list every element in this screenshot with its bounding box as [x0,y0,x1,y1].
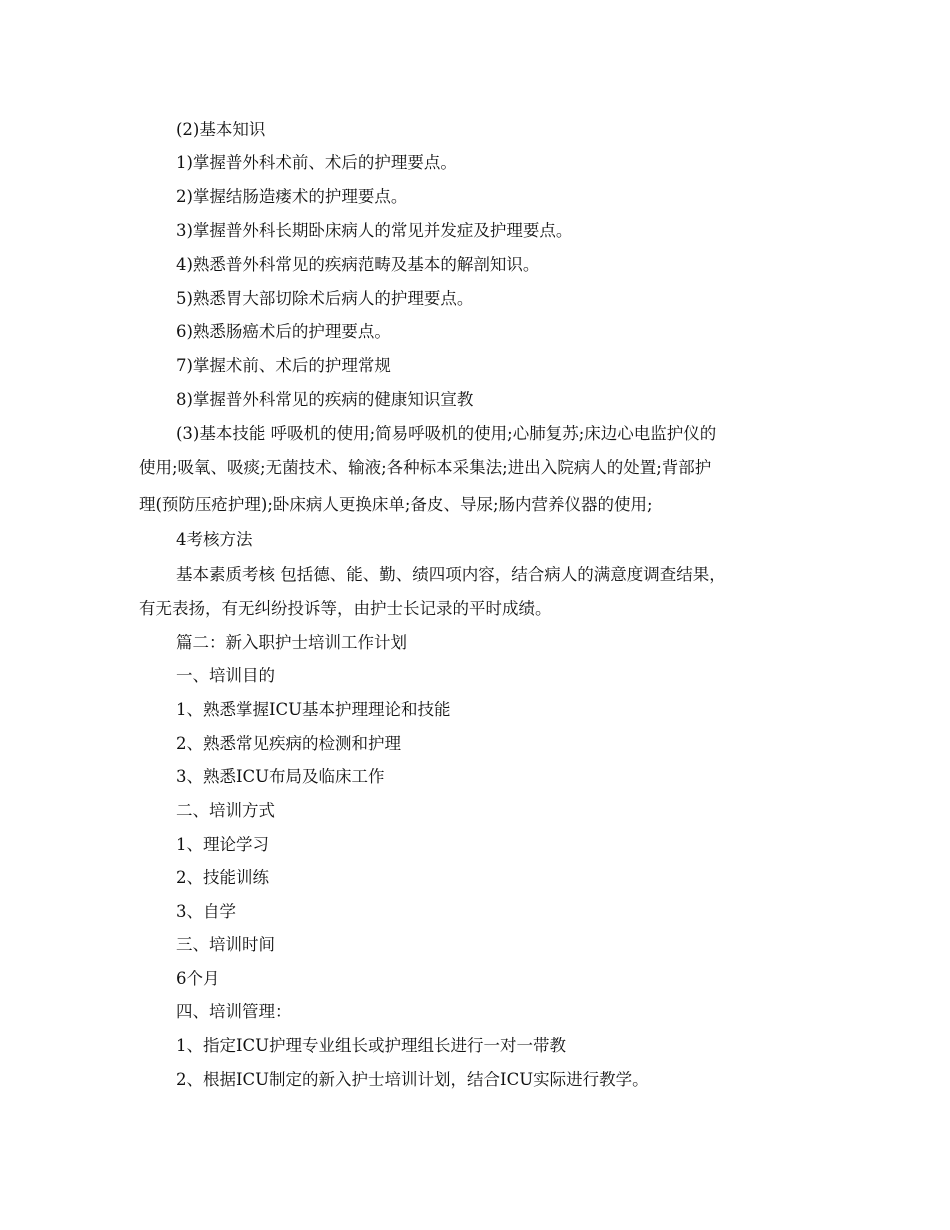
heading-training-time: 三、培训时间 [176,935,275,954]
list-item: 1、理论学习 [176,835,269,854]
paragraph-line: 使用;吸氧、吸痰;无菌技术、输液;各种标本采集法;进出入院病人的处置;背部护 [139,458,712,477]
heading-basic-knowledge: (2)基本知识 [176,120,266,139]
paragraph-line: 有无表扬，有无纠纷投诉等，由护士长记录的平时成绩。 [139,599,552,618]
heading-training-goals: 一、培训目的 [176,666,275,685]
section-title: 篇二：新入职护士培训工作计划 [176,633,407,652]
list-item: 8)掌握普外科常见的疾病的健康知识宣教 [176,390,474,409]
list-item: 6)熟悉肠癌术后的护理要点。 [176,322,391,341]
list-item: 2)掌握结肠造瘘术的护理要点。 [176,187,408,206]
paragraph-basic-skills: (3)基本技能 呼吸机的使用;简易呼吸机的使用;心肺复苏;床边心电监护仪的 [176,424,717,443]
list-item: 1)掌握普外科术前、术后的护理要点。 [176,153,457,172]
list-item: 3)掌握普外科长期卧床病人的常见并发症及护理要点。 [176,221,573,240]
heading-training-management: 四、培训管理： [176,1002,292,1021]
list-item: 1、熟悉掌握ICU基本护理理论和技能 [176,700,451,719]
list-item: 2、熟悉常见疾病的检测和护理 [176,734,401,753]
heading-assessment: 4考核方法 [176,530,253,549]
list-item: 3、熟悉ICU布局及临床工作 [176,767,385,786]
list-item: 2、根据ICU制定的新入护士培训计划，结合ICU实际进行教学。 [176,1070,649,1089]
list-item: 4)熟悉普外科常见的疾病范畴及基本的解剖知识。 [176,255,540,274]
list-item: 3、自学 [176,902,236,921]
heading-training-methods: 二、培训方式 [176,801,275,820]
paragraph-assessment: 基本素质考核 包括德、能、勤、绩四项内容，结合病人的满意度调查结果， [176,565,726,584]
list-item: 1、指定ICU护理专业组长或护理组长进行一对一带教 [176,1036,567,1055]
list-item: 7)掌握术前、术后的护理常规 [176,356,391,375]
paragraph-line: 6个月 [176,969,220,988]
list-item: 2、技能训练 [176,868,269,887]
list-item: 5)熟悉胃大部切除术后病人的护理要点。 [176,289,474,308]
paragraph-line: 理(预防压疮护理);卧床病人更换床单;备皮、导尿;肠内营养仪器的使用; [139,495,653,514]
